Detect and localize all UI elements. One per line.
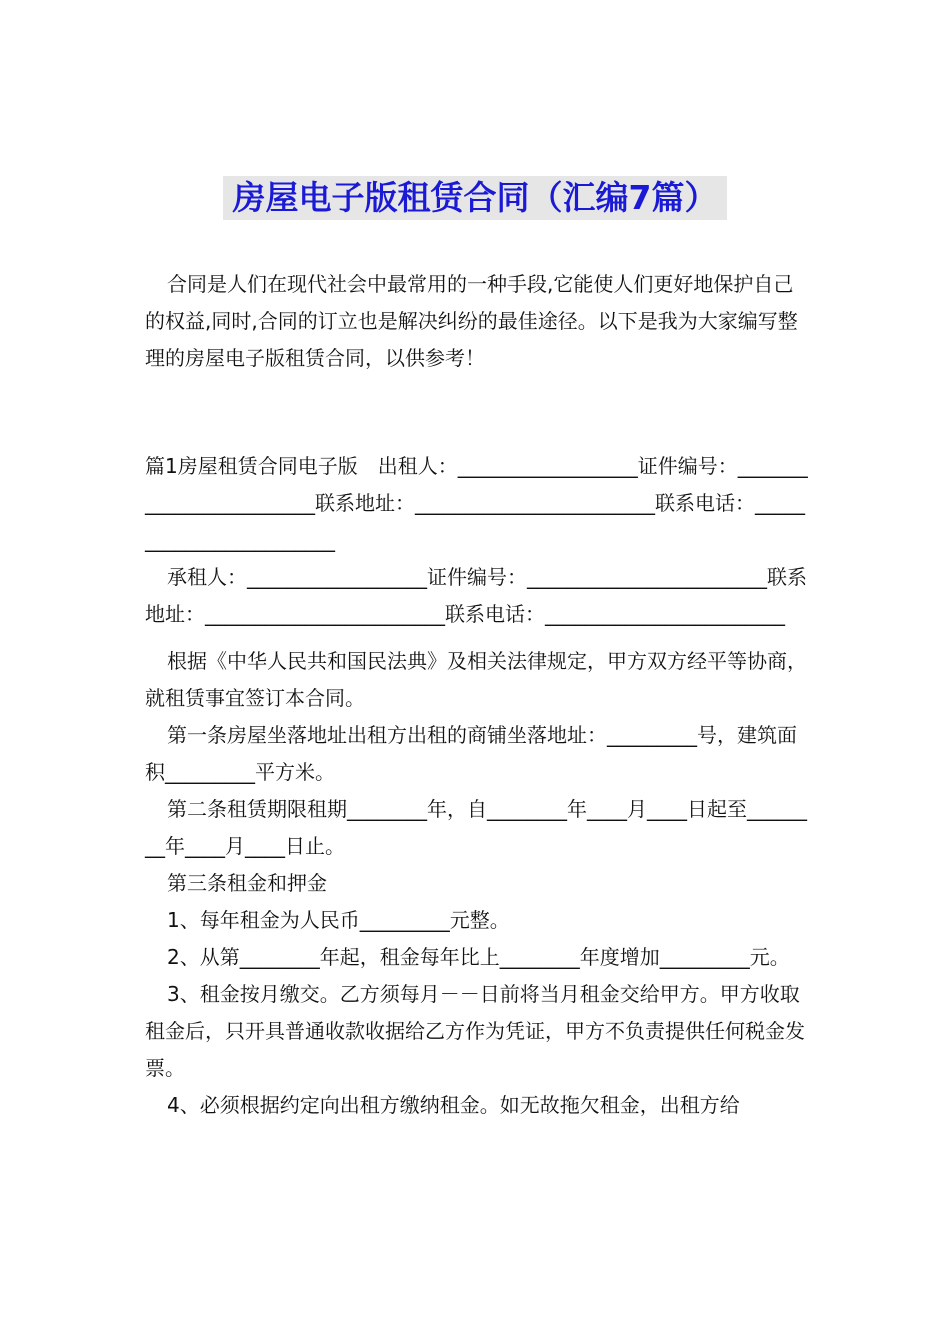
article-3-heading: 第三条租金和押金 xyxy=(167,871,327,895)
article-1-paragraph: 第一条房屋坐落地址出租方出租的商铺坐落地址：_________号，建筑面积_________平方米。 xyxy=(145,723,797,784)
article-3-item-1: 1、每年租金为人民币_________元整。 xyxy=(167,908,510,932)
article-3-item-3: 3、租金按月缴交。乙方须每月－－日前将当月租金交给甲方。甲方收取租金后，只开具普通收款收据给乙方作为凭证，甲方不负责提供任何税金发票。 xyxy=(145,982,805,1080)
article-3-item-4: 4、必须根据约定向出租方缴纳租金。如无故拖欠租金，出租方给 xyxy=(167,1093,740,1117)
lessor-info-paragraph: 篇1房屋租赁合同电子版 出租人：__________________证件编号：________________________联系地址：________________________联系电话：________________________ xyxy=(145,454,808,552)
intro-paragraph: 合同是人们在现代社会中最常用的一种手段,它能使人们更好地保护自己的权益,同时,合同的订立也是解决纠纷的最佳途径。以下是我为大家编写整理的房屋电子版租赁合同，以供参考！ xyxy=(145,272,798,370)
basis-paragraph: 根据《中华人民共和国民法典》及相关法律规定，甲方双方经平等协商，就租赁事宜签订本合同。 xyxy=(145,649,807,710)
document-title: 房屋电子版租赁合同（汇编7篇） xyxy=(223,176,728,220)
lessee-info-paragraph: 承租人：__________________证件编号：________________________联系地址：________________________联系电话：________________________ xyxy=(145,565,807,626)
article-2-paragraph: 第二条租赁期限租期________年，自________年____月____日起至________年____月____日止。 xyxy=(145,797,807,858)
article-3-item-2: 2、从第________年起，租金每年比上________年度增加_________元。 xyxy=(167,945,790,969)
contract-body xyxy=(145,448,810,1124)
intro-section xyxy=(145,266,810,377)
title-container xyxy=(0,176,950,220)
